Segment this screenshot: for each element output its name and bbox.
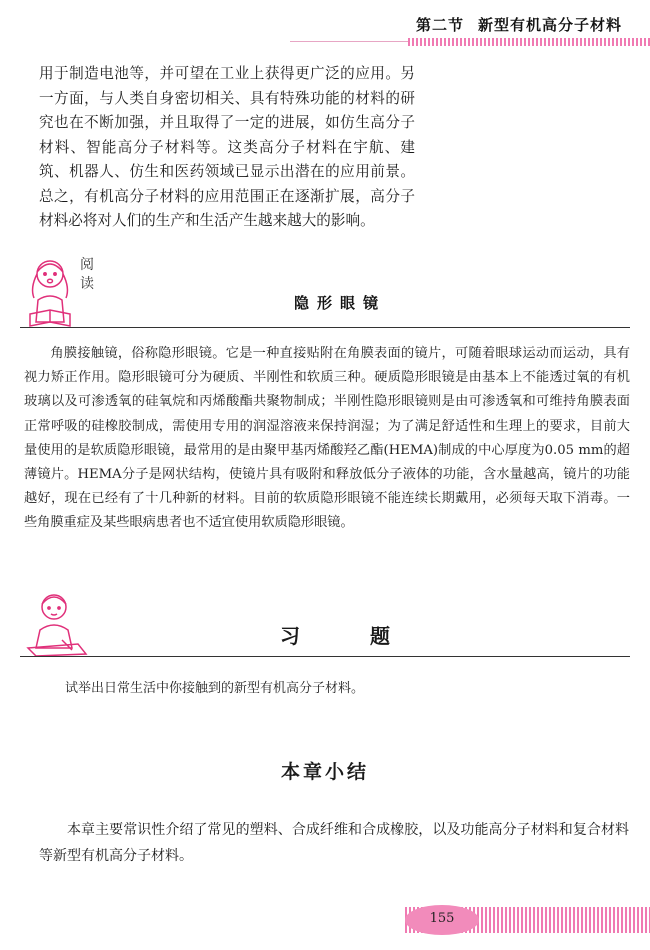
exercise-title	[280, 620, 390, 649]
writing-boy-icon	[18, 590, 96, 660]
reading-body: 角膜接触镜，俗称隐形眼镜。它是一种直接贴附在角膜表面的镜片，可随着眼球运动而运动，具有视力矫正作用。隐形眼镜可分为硬质、半刚性和软质三种。硬质隐形眼镜是由基本上不能透过氧的有机玻璃以及可渗透氧的硅氧烷和丙烯酸酯共聚物制成；半刚性隐形眼镜则是由可渗透氧和可维持角膜表面正常呼吸的硅橡胶制成，需使用专用的润湿溶液来保持润湿；为了满足舒适性和生理上的要求，目前大量使用的是软质隐形眼镜，最常用的是由聚甲基丙烯酸羟乙酯(HEMA)制成的中心厚度为0.05 mm的超薄镜片。HEMA分子是网状结构，使镜片具有吸附和释放低分子液体的功能，含水量越高，镜片的功能越好，现在已经有了十几种新的材料。目前的软质隐形眼镜不能连续长期戴用，必须每天取下消毒。一些角膜重症及某些眼病患者也不适宜使用软质隐形眼镜。	[24, 346, 630, 531]
exercise-title-char: 题	[370, 624, 390, 648]
reading-title: 隐形眼镜	[293, 294, 386, 312]
exercise-question: 试举出日常生活中你接触到的新型有机高分子材料。	[65, 681, 365, 696]
exercise-divider	[20, 656, 630, 657]
section-number: 第二节	[416, 16, 465, 34]
reading-label: 阅读	[80, 257, 94, 292]
header-divider	[290, 41, 408, 42]
section-header	[416, 14, 622, 35]
summary-title: 本章小结	[280, 761, 369, 783]
intro-paragraph: 用于制造电池等，并可望在工业上获得更广泛的应用。另一方面，与人类自身密切相关、具有特殊功能的材料的研究也在不断加强，并且取得了一定的进展，如仿生高分子材料、智能高分子材料等。这类高分子材料在宇航、建筑、机器人、仿生和医药领域已显示出潜在的应用前景。总之，有机高分子材料的应用范围正在逐渐扩展，高分子材料必将对人们的生产和生活产生越来越大的影响。	[39, 65, 415, 229]
header-stripe-decoration	[408, 38, 650, 46]
reading-divider	[20, 327, 630, 328]
page-number: 155	[429, 911, 455, 926]
exercise-title-char: 习	[280, 624, 300, 648]
summary-body: 本章主要常识性介绍了常见的塑料、合成纤维和合成橡胶，以及功能高分子材料和复合材料等新型有机高分子材料。	[39, 822, 629, 864]
section-title: 新型有机高分子材料	[478, 16, 623, 34]
